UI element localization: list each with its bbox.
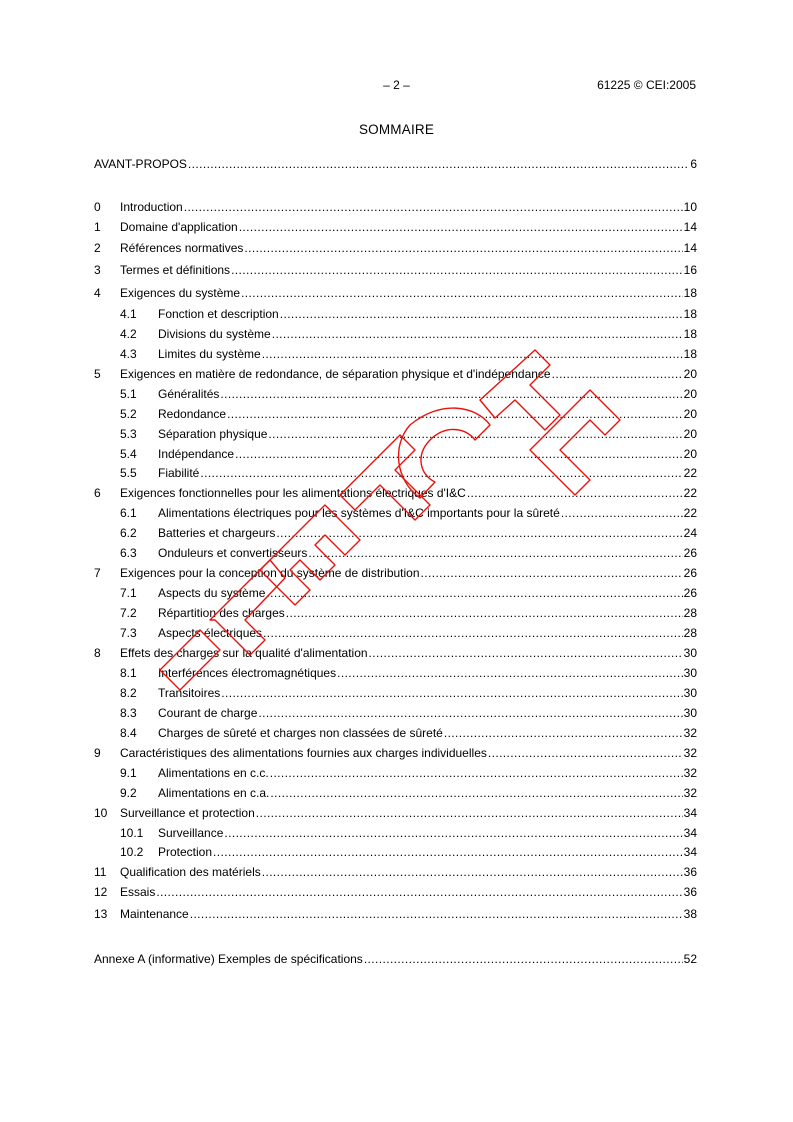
toc-entry-title: Aspects électriques [158,626,263,640]
toc-entry-page: 20 [683,387,697,401]
toc-entry[interactable] [94,884,697,900]
toc-entry-page: 30 [683,646,697,660]
toc-entry-title: Surveillance et protection [120,806,255,820]
toc-dot-leader [256,805,683,821]
toc-entry-title: Termes et définitions [120,263,231,277]
toc-entry[interactable] [120,725,697,741]
toc-entry-page: 26 [683,546,697,560]
toc-entry-number: 8 [94,646,101,660]
toc-entry-number: 13 [94,907,108,921]
toc-dot-leader [270,785,682,801]
toc-entry[interactable] [94,864,697,880]
toc-entry-number: 10 [94,806,108,820]
toc-entry-number: 7.2 [120,606,137,620]
toc-entry-number: 8.4 [120,726,137,740]
toc-entry-page: 24 [683,526,697,540]
toc-dot-leader [231,262,683,278]
toc-entry-page: 6 [690,157,697,171]
page-number: – 2 – [383,78,410,92]
toc-entry[interactable] [94,156,697,172]
toc-entry-title: Fonction et description [158,307,279,321]
toc-entry[interactable] [94,285,697,301]
toc-entry-number: 7.1 [120,586,137,600]
toc-entry[interactable] [94,240,697,256]
toc-entry-number: 7 [94,566,101,580]
toc-entry-page: 52 [683,952,697,966]
toc-entry-title: Introduction [120,200,183,214]
toc-entry-number: 5.1 [120,387,137,401]
toc-entry-title: Courant de charge [158,706,258,720]
toc-dot-leader [444,725,683,741]
toc-entry-title: Exigences pour la conception du système de distribution [120,566,420,580]
toc-entry-number: 6.3 [120,546,137,560]
toc-entry-number: 4.2 [120,327,137,341]
toc-dot-leader [184,199,683,215]
toc-entry-number: 2 [94,241,101,255]
toc-entry-title: Surveillance [158,826,224,840]
toc-entry-page: 34 [683,826,697,840]
toc-entry-page: 20 [683,367,697,381]
toc-entry-page: 28 [683,626,697,640]
toc-entry-title: Maintenance [120,907,189,921]
toc-entry-page: 30 [683,666,697,680]
toc-dot-leader [364,951,683,967]
toc-entry-number: 5.5 [120,466,137,480]
toc-entry-title: Fiabilité [158,466,200,480]
toc-entry-title: Caractéristiques des alimentations fournies aux charges individuelles [120,746,487,760]
toc-entry-number: 4 [94,286,101,300]
toc-entry[interactable] [120,785,697,801]
toc-entry-page: 36 [683,865,697,879]
toc-entry-page: 26 [683,586,697,600]
toc-entry-page: 22 [683,486,697,500]
toc-entry-number: 8.1 [120,666,137,680]
toc-entry-title: Limites du système [158,347,261,361]
toc-entry-page: 20 [683,407,697,421]
document-reference: 61225 © CEI:2005 [597,78,696,92]
toc-entry-page: 16 [683,263,697,277]
toc-entry-page: 18 [683,286,697,300]
toc-entry-title: Annexe A (informative) Exemples de spécifications [94,952,363,966]
toc-entry-number: 10.1 [120,826,144,840]
toc-entry[interactable] [120,765,697,781]
toc-dot-leader [262,864,683,880]
toc-entry-title: Essais [120,885,156,899]
toc-entry-page: 14 [683,241,697,255]
toc-entry-number: 8.3 [120,706,137,720]
toc-entry-title: Qualification des matériels [120,865,261,879]
toc-entry-number: 6 [94,486,101,500]
toc-entry-title: Batteries et chargeurs [158,526,276,540]
toc-entry[interactable] [120,306,697,322]
toc-entry-title: Alimentations électriques pour les systèmes d'I&C importants pour la sûreté [158,506,560,520]
toc-entry-number: 9.1 [120,766,137,780]
toc-entry-page: 32 [683,766,697,780]
toc-entry-page: 10 [683,200,697,214]
toc-dot-leader [190,906,683,922]
toc-entry-number: 5.4 [120,447,137,461]
toc-entry-number: 6.2 [120,526,137,540]
toc-entry-page: 30 [683,706,697,720]
toc-entry[interactable] [94,805,697,821]
toc-entry-number: 9 [94,746,101,760]
toc-entry-title: Interférences électromagnétiques [158,666,337,680]
toc-entry-title: Alimentations en c.c. [158,766,269,780]
toc-entry-title: Onduleurs et convertisseurs [158,546,308,560]
toc-entry-title: Exigences du système [120,286,241,300]
toc-entry-number: 6.1 [120,506,137,520]
toc-entry-title: Transitoires [158,686,221,700]
toc-entry-title: Généralités [158,387,220,401]
toc-entry-number: 9.2 [120,786,137,800]
toc-entry-title: Indépendance [158,447,235,461]
page-title: SOMMAIRE [358,122,435,137]
toc-dot-leader [188,156,689,172]
toc-entry-page: 20 [683,427,697,441]
toc-entry-title: Références normatives [120,241,244,255]
toc-entry[interactable] [94,199,697,215]
toc-dot-leader [224,825,682,841]
toc-dot-leader [280,306,683,322]
toc-entry-number: 12 [94,885,108,899]
toc-entry-title: Divisions du système [158,327,271,341]
toc-entry-number: 0 [94,200,101,214]
toc-entry[interactable] [94,219,697,235]
toc-entry-title: Séparation physique [158,427,268,441]
toc-entry-number: 5.3 [120,427,137,441]
toc-entry[interactable] [94,951,697,967]
toc-entry-title: Protection [158,845,213,859]
toc-entry[interactable] [94,906,697,922]
toc-dot-leader [241,285,683,301]
toc-entry-page: 18 [683,327,697,341]
toc-dot-leader [239,219,683,235]
toc-entry-page: 28 [683,606,697,620]
toc-entry-title: Effets des charges sur la qualité d'alimentation [120,646,368,660]
toc-entry-number: 5.2 [120,407,137,421]
toc-dot-leader [156,884,682,900]
toc-entry-page: 30 [683,686,697,700]
toc-entry-number: 4.1 [120,307,137,321]
toc-entry-page: 32 [683,746,697,760]
toc-entry-title: Aspects du système [158,586,266,600]
toc-dot-leader [213,844,683,860]
toc-entry-number: 1 [94,220,101,234]
toc-entry[interactable] [120,844,697,860]
toc-entry-page: 18 [683,347,697,361]
toc-entry-page: 18 [683,307,697,321]
toc-entry-page: 22 [683,506,697,520]
toc-entry-number: 7.3 [120,626,137,640]
toc-entry-number: 3 [94,263,101,277]
toc-entry-number: 5 [94,367,101,381]
toc-entry-page: 26 [683,566,697,580]
toc-entry-number: 11 [94,865,107,879]
toc-entry-title: Domaine d'application [120,220,238,234]
toc-entry-page: 32 [683,726,697,740]
toc-entry-number: 4.3 [120,347,137,361]
toc-entry-number: 8.2 [120,686,137,700]
toc-entry-title: Charges de sûreté et charges non classées de sûreté [158,726,443,740]
toc-entry-page: 14 [683,220,697,234]
toc-entry-page: 34 [683,845,697,859]
toc-entry[interactable] [94,745,697,761]
toc-entry-title: AVANT-PROPOS [94,157,187,171]
toc-entry-page: 34 [683,806,697,820]
toc-entry-page: 22 [683,466,697,480]
toc-entry-title: Exigences en matière de redondance, de séparation physique et d'indépendance [120,367,551,381]
toc-entry-number: 10.2 [120,845,144,859]
watermark-logo [140,330,660,710]
toc-dot-leader [488,745,683,761]
toc-entry[interactable] [120,825,697,841]
toc-dot-leader [270,765,683,781]
toc-entry[interactable] [94,262,697,278]
toc-entry-title: Redondance [158,407,227,421]
toc-entry-page: 32 [683,786,697,800]
toc-entry-page: 36 [683,885,697,899]
toc-entry-page: 38 [683,907,697,921]
toc-entry-title: Exigences fonctionnelles pour les alimentations électriques d'I&C [120,486,466,500]
toc-entry-page: 20 [683,447,697,461]
toc-entry-title: Répartition des charges [158,606,285,620]
toc-dot-leader [244,240,682,256]
toc-entry-title: Alimentations en c.a. [158,786,270,800]
